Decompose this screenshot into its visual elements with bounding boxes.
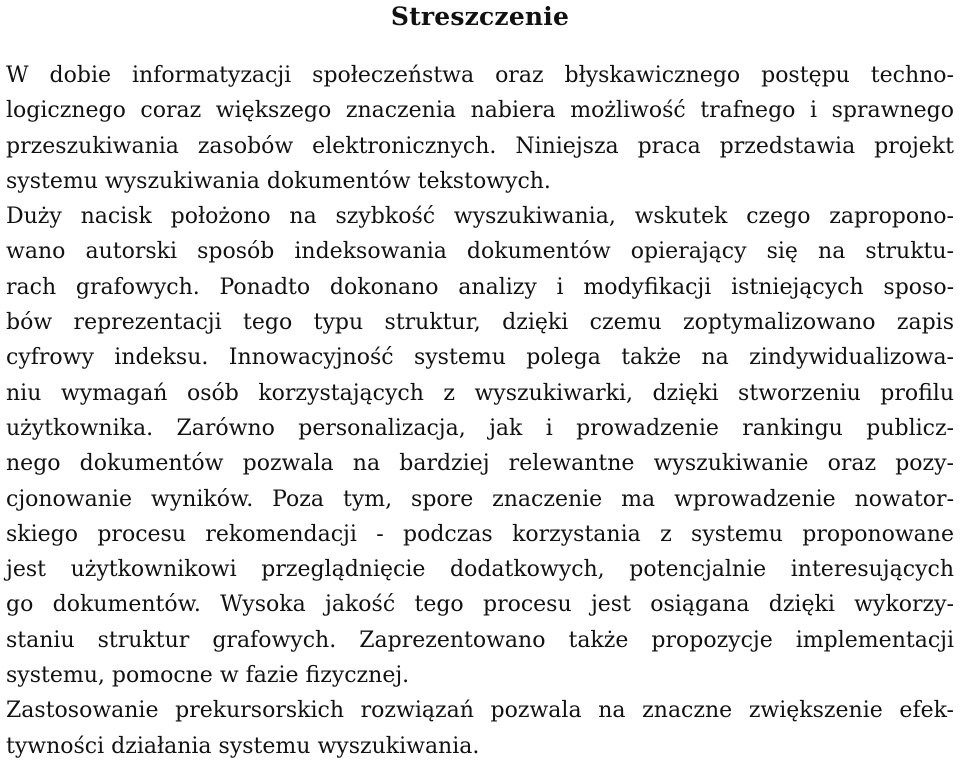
document-page: [6, 0, 954, 776]
abstract-body: [6, 34, 954, 764]
text-line: użytkownika. Zarówno personalizacja, jak i prowadzenie rankingu publicz-: [6, 415, 954, 441]
text-line: systemu, pomocne w fazie fizycznej.: [6, 663, 410, 689]
text-line: przeszukiwania zasobów elektronicznych. Niniejsza praca przedstawia projekt: [6, 133, 954, 159]
text-line: niu wymagań osób korzystających z wyszukiwarki, dzięki stworzeniu profilu: [6, 380, 954, 406]
text-line: Duży nacisk położono na szybkość wyszukiwania, wskutek czego zapropono-: [6, 204, 954, 230]
text-line: skiego procesu rekomendacji - podczas korzystania z systemu proponowane: [6, 521, 954, 547]
text-line: staniu struktur grafowych. Zaprezentowano także propozycje implementacji: [6, 627, 954, 653]
text-line: tywności działania systemu wyszukiwania.: [6, 733, 480, 759]
text-line: Zastosowanie prekursorskich rozwiązań pozwala na znaczne zwiększenie efek-: [6, 698, 954, 724]
text-line: W dobie informatyzacji społeczeństwa oraz błyskawicznego postępu techno-: [6, 63, 954, 88]
text-line: bów reprezentacji tego typu struktur, dzięki czemu zoptymalizowano zapis: [6, 310, 954, 336]
text-line: cjonowanie wyników. Poza tym, spore znaczenie ma wprowadzenie nowator-: [6, 486, 954, 512]
text-line: cyfrowy indeksu. Innowacyjność systemu polega także na zindywidualizowa-: [6, 345, 954, 371]
text-line: jest użytkownikowi przeglądnięcie dodatkowych, potencjalnie interesujących: [6, 557, 954, 583]
text-line: logicznego coraz większego znaczenia nabiera możliwość trafnego i sprawnego: [6, 98, 954, 124]
text-line: wano autorski sposób indeksowania dokumentów opierający się na struktu-: [6, 239, 954, 265]
text-line: go dokumentów. Wysoka jakość tego procesu jest osiągana dzięki wykorzy-: [6, 592, 954, 618]
page-title: Streszczenie: [390, 2, 570, 31]
text-line: nego dokumentów pozwala na bardziej relewantne wyszukiwanie oraz pozy-: [6, 451, 954, 477]
text-line: systemu wyszukiwania dokumentów tekstowych.: [6, 168, 551, 194]
text-line: rach grafowych. Ponadto dokonano analizy i modyfikacji istniejących sposo-: [6, 274, 954, 300]
